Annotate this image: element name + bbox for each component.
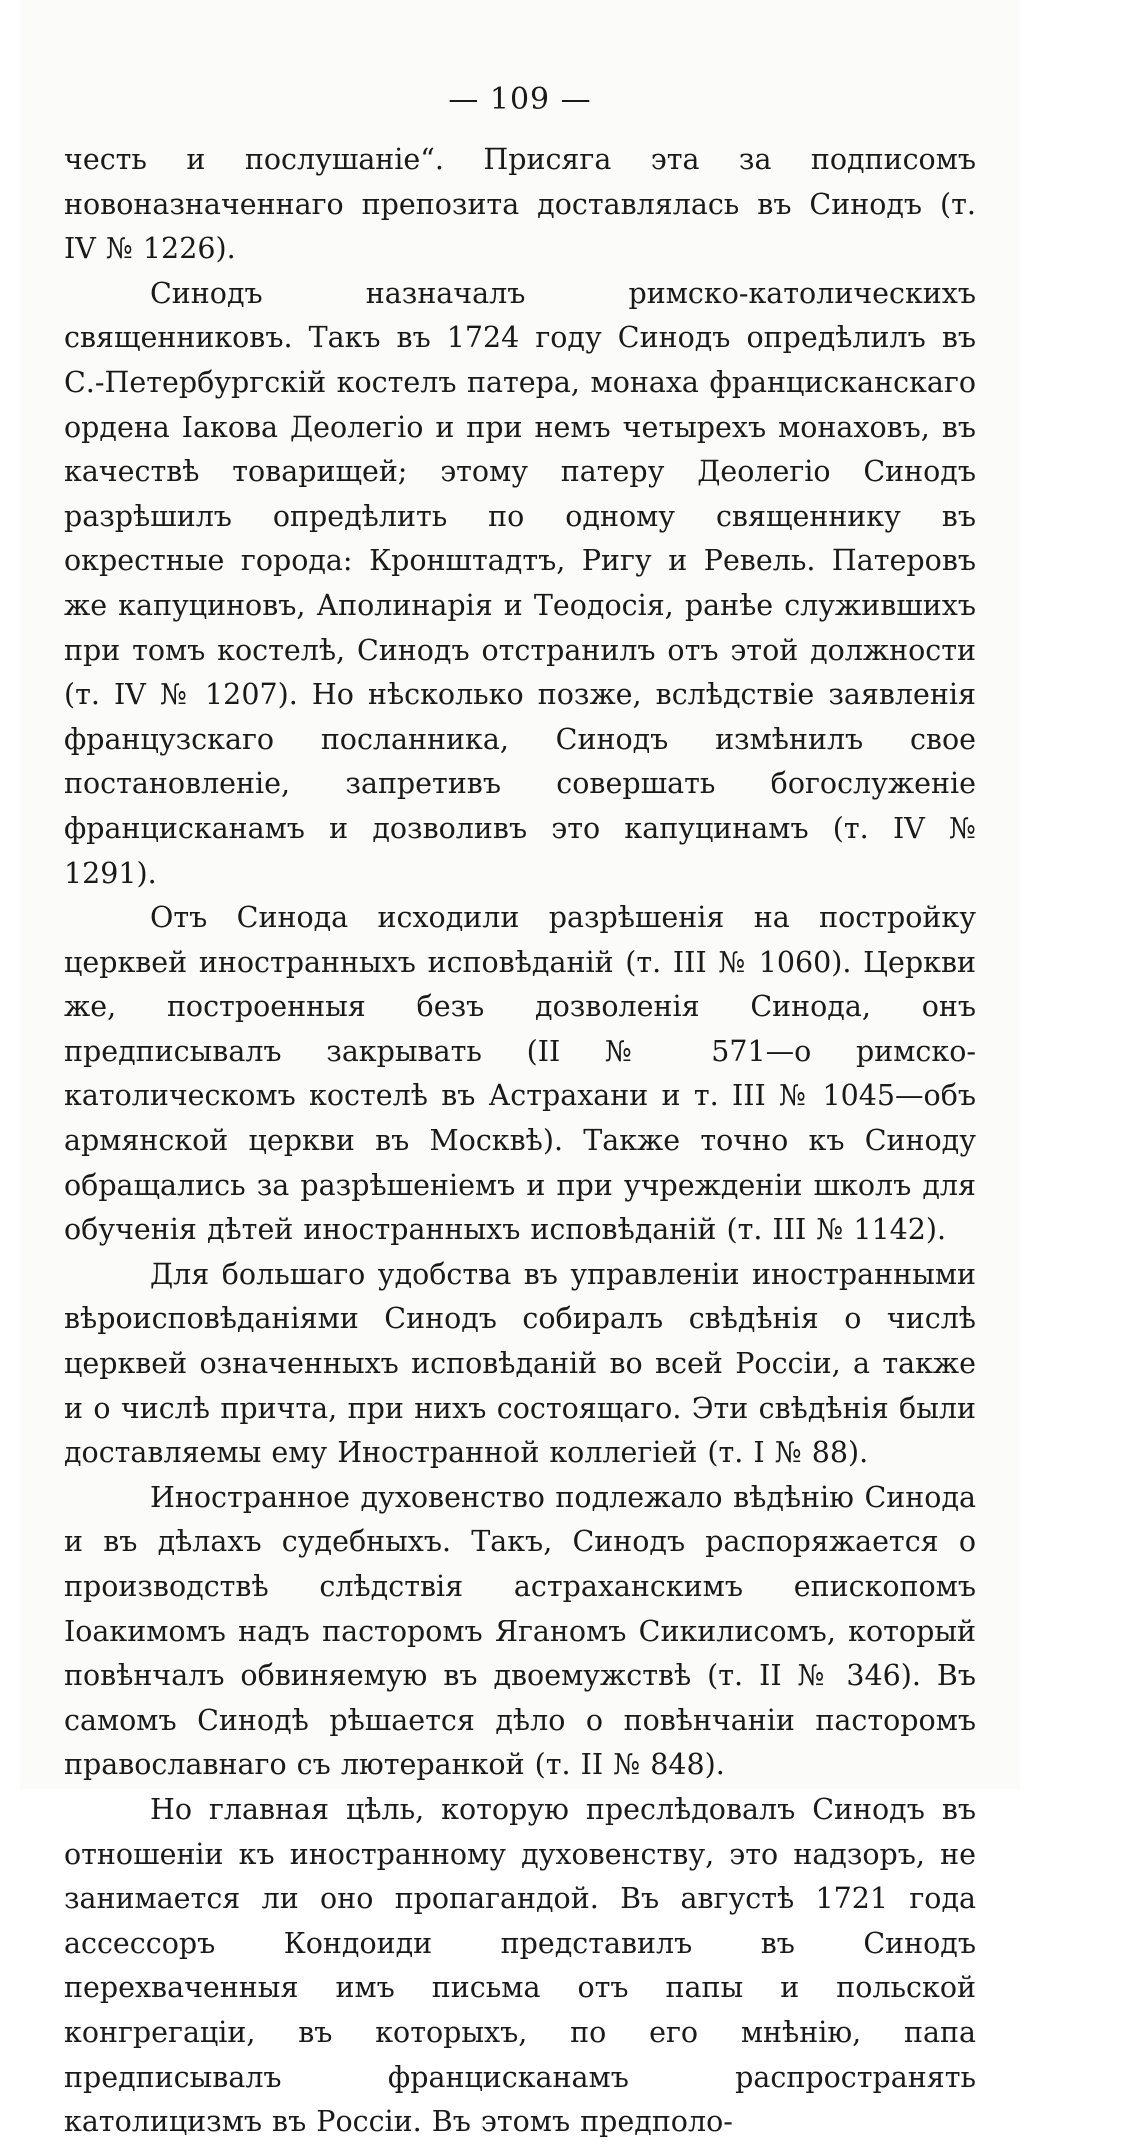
page-number: — 109 — (448, 82, 592, 117)
paragraph-6: Но главная цѣль, которую преслѣдовалъ Синодъ въ отношеніи къ иностранному духовенству, это надзоръ, не занимается ли оно пропагандой. Въ августѣ 1721 года ассессоръ Кондоиди представилъ въ Синодъ перехваченныя имъ письма отъ папы и польской конгрегаціи, въ которыхъ, по его мнѣнію, папа предписывалъ францисканамъ распространять католицизмъ въ Россіи. Въ этомъ предполо- (64, 1792, 976, 2139)
paragraph-2: Синодъ назначалъ римско-католическихъ священниковъ. Такъ въ 1724 году Синодъ опредѣлилъ въ С.-Петербургскій костелъ патера, монаха францисканскаго ордена Іакова Деолегіо и при немъ четырехъ монаховъ, въ качествѣ товарищей; этому патеру Деолегіо Синодъ разрѣшилъ опредѣлить по одному священнику въ окрестные города: Кронштадтъ, Ригу и Ревель. Патеровъ же капуциновъ, Аполинарія и Теодосія, ранѣе служившихъ при томъ костелѣ, Синодъ отстранилъ отъ этой должности (т. IV № 1207). Но нѣсколько позже, вслѣдствіе заявленія французскаго посланника, Синодъ измѣнилъ свое постановленіе, запретивъ совершать богослуженіе францисканамъ и дозволивъ это капуцинамъ (т. IV № 1291). (64, 276, 976, 890)
paragraph-3: Отъ Синода исходили разрѣшенія на постройку церквей иностранныхъ исповѣданій (т. III № 1060). Церкви же, построенныя безъ дозволенія Синода, онъ предписывалъ закрывать (II № 571—о римско-католическомъ костелѣ въ Астрахани и т. III № 1045—объ армянской церкви въ Москвѣ). Также точно къ Синоду обращались за разрѣшеніемъ и при учрежденіи школъ для обученія дѣтей иностранныхъ исповѣданій (т. III № 1142). (64, 901, 976, 1247)
document-page (20, 0, 1020, 2139)
paragraph-1: честь и послушаніе“. Присяга эта за подписомъ новоназначеннаго препозита доставлялась въ Синодъ (т. IV № 1226). (64, 143, 976, 266)
paragraph-5: Иностранное духовенство подлежало вѣдѣнію Синода и въ дѣлахъ судебныхъ. Такъ, Синодъ распоряжается о производствѣ слѣдствія астраханскимъ епископомъ Іоакимомъ надъ пасторомъ Яганомъ Сикилисомъ, который повѣнчалъ обвиняемую въ двоемужствѣ (т. II № 346). Въ самомъ Синодѣ рѣшается дѣло о повѣнчаніи пасторомъ православнаго съ лютеранкой (т. II № 848). (64, 1480, 976, 1782)
paragraph-4: Для большаго удобства въ управленіи иностранными вѣроисповѣданіями Синодъ собиралъ свѣдѣнія о числѣ церквей означенныхъ исповѣданій во всей Россіи, а также и о числѣ причта, при нихъ состоящаго. Эти свѣдѣнія были доставляемы ему Иностранной коллегіей (т. I № 88). (64, 1257, 976, 1470)
text-body (64, 138, 976, 2145)
